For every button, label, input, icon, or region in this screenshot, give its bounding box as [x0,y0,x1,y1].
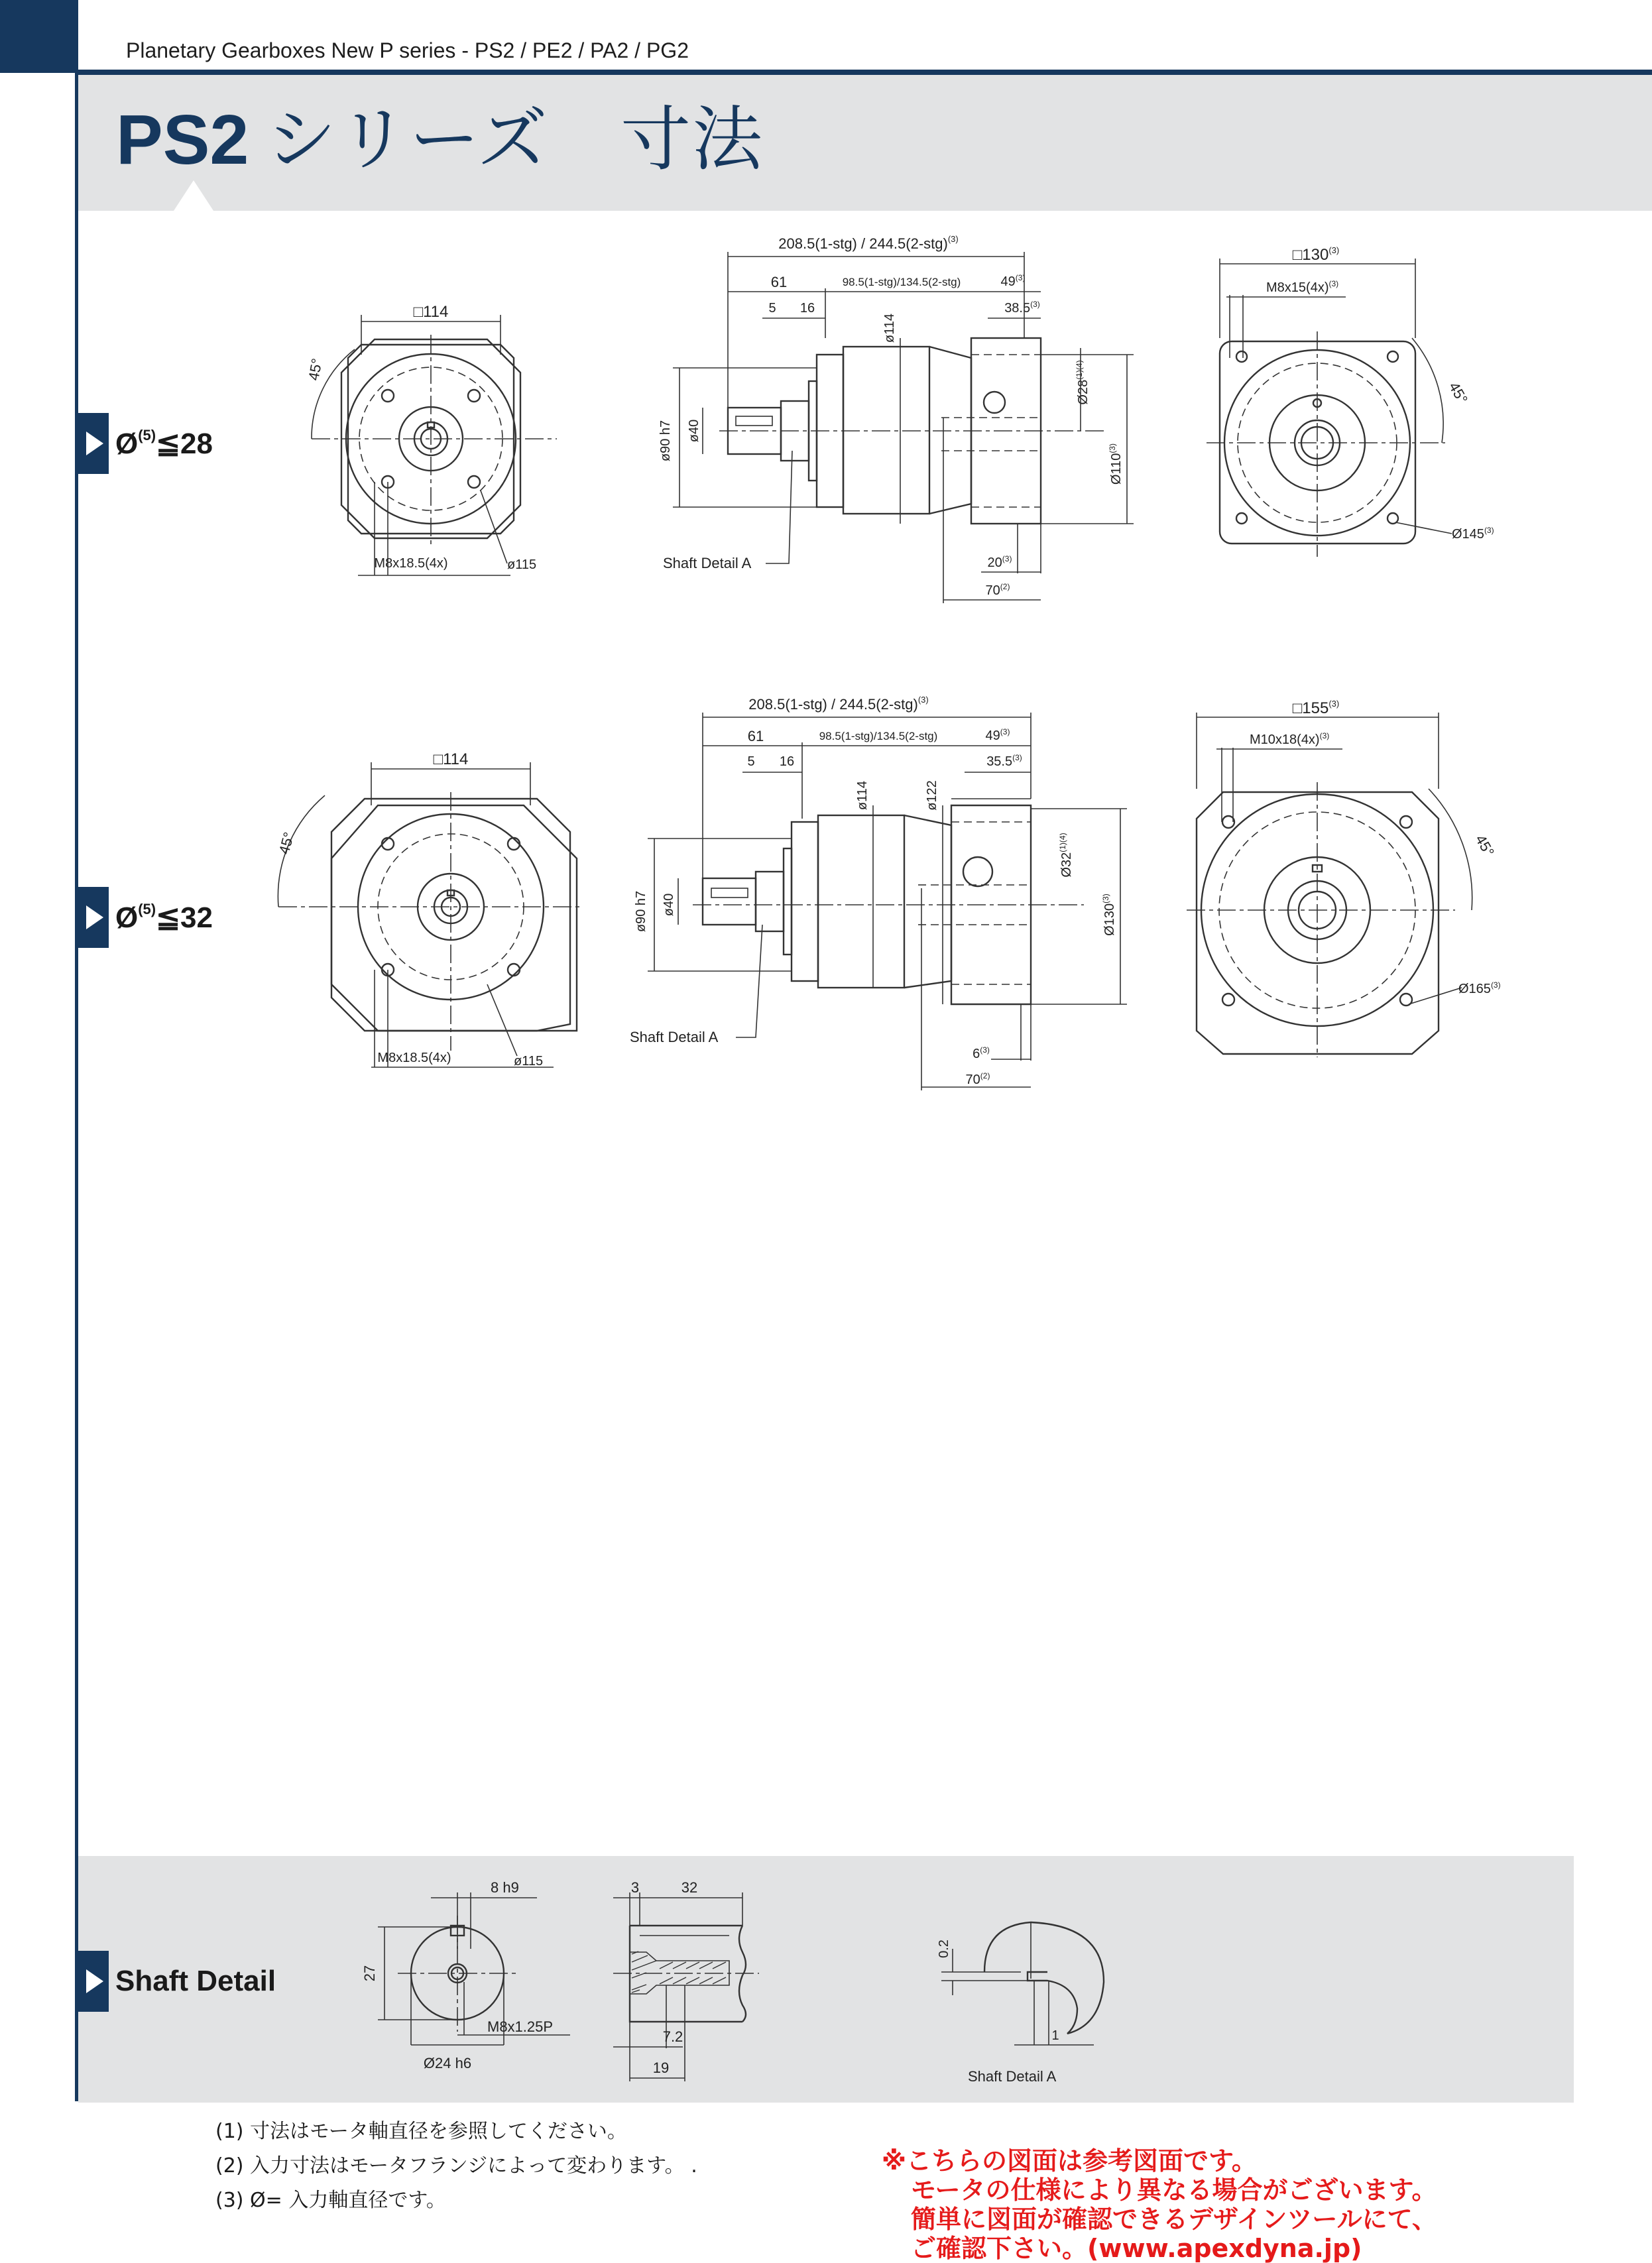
page-title [116,99,764,180]
section-tab-28 [78,413,213,474]
svg-text:32: 32 [681,1879,698,1896]
svg-text:Ø24 h6: Ø24 h6 [423,2055,472,2071]
arrow-marker-icon [78,1951,109,2012]
side-view-28 [650,229,1153,620]
svg-text:49(3): 49$^{(3)}$ [985,727,1010,743]
shaft-end-view [351,1869,590,2081]
section-label: $Ø^{(5)}≦28$ [115,426,213,460]
rear-view-28 [1180,232,1525,577]
svg-text:98.5(1-stg)/134.5(2-stg): 98.5(1-stg)/134.5(2-stg) [819,730,938,742]
title-code: PS2 [116,101,249,179]
svg-text:35.5(3): 35.5$^{(3)}$ [986,753,1022,769]
svg-text:19: 19 [652,2060,670,2076]
warning-line: ご確認下さい。(www.apexdyna.jp) [911,2234,1362,2263]
footnote: (3) Ø= 入力軸直径です。 [215,2189,446,2212]
svg-text:□114: □114 [433,750,469,768]
svg-text:M8x18.5(4x): M8x18.5(4x) [374,556,448,571]
front-view-28 [292,292,610,597]
svg-text:45°: 45° [305,357,325,382]
svg-text:208.5(1-stg) / 244.5(2-stg)(3): $208.5(1-stg) / 244.5(2-stg)^{(3)}$ [748,695,929,713]
shaft-detail-band [78,1856,1574,2103]
svg-text:Ø130(3): Ø130$^{(3)}$ [1101,894,1117,936]
section-tab-shaft-detail [78,1951,276,2012]
svg-text:Ø32(1)(4): $Ø32^{(1)(4)}$ [1058,833,1074,878]
corner-block [0,0,75,73]
svg-text:Ø110(3): Ø110$^{(3)}$ [1108,443,1124,485]
svg-text:45°: 45° [1445,379,1471,407]
svg-text:6(3): 6$^{(3)}$ [973,1045,990,1061]
svg-text:ø40: ø40 [687,419,701,443]
svg-text:61: 61 [770,274,788,290]
warning-line: ※こちらの図面は参考図面です。 [882,2146,1257,2176]
svg-text:M8x15(4x)(3): $M8x15(4x)^{(3)}$ [1266,279,1339,295]
svg-text:20(3): 20$^{(3)}$ [987,554,1012,570]
svg-text:61: 61 [747,728,764,744]
svg-text:□155(3): □155$^{(3)}$ [1292,699,1340,717]
svg-text:Ø28(1)(4): $Ø28^{(1)(4)}$ [1075,360,1091,405]
shaft-side-section [600,1869,772,2088]
section-tab-32 [78,887,213,948]
svg-text:Ø165(3): Ø165$^{(3)}$ [1458,980,1501,996]
svg-text:ø90 h7: ø90 h7 [634,890,648,933]
arrow-marker-icon [78,887,109,948]
svg-text:□114: □114 [413,303,449,321]
svg-text:49(3): 49$^{(3)}$ [1000,273,1026,289]
svg-text:70(2): 70$^{(2)}$ [985,582,1010,598]
svg-text:ø90 h7: ø90 h7 [658,420,673,462]
footnotes [215,2115,697,2218]
warning-line: モータの仕様により異なる場合がございます。 [911,2176,1437,2205]
svg-text:Shaft Detail A: Shaft Detail A [968,2068,1057,2085]
svg-text:45°: 45° [275,830,298,856]
svg-text:ø115: ø115 [507,557,537,572]
svg-text:1: 1 [1051,2028,1059,2043]
svg-text:ø122: ø122 [925,780,939,811]
rear-view-32 [1177,689,1535,1061]
svg-text:70(2): 70$^{(2)}$ [965,1071,990,1087]
svg-text:ø114: ø114 [882,313,897,343]
svg-text:M10x18(4x)(3): $M10x18(4x)^{(3)}$ [1250,731,1330,747]
section-label: $Ø^{(5)}≦32$ [115,900,213,934]
title-jp: シリーズ 寸法 [266,99,764,180]
svg-text:8 h9: 8 h9 [491,1879,519,1896]
svg-text:M8x1.25P: M8x1.25P [487,2018,554,2035]
series-header: Planetary Gearboxes New P series - PS2 / PE2 / PA2 / PG2 [126,38,689,62]
left-rule [75,0,78,2101]
footnote: (1) 寸法はモータ軸直径を参照してください。 [215,2120,627,2143]
svg-text:0.2: 0.2 [937,1940,951,1958]
reference-warning [882,2146,1437,2263]
side-view-32 [620,689,1150,1100]
svg-text:Shaft Detail A: Shaft Detail A [663,555,752,571]
svg-text:98.5(1-stg)/134.5(2-stg): 98.5(1-stg)/134.5(2-stg) [842,276,961,288]
svg-text:3: 3 [630,1879,640,1896]
svg-text:M8x18.5(4x): M8x18.5(4x) [377,1051,451,1065]
title-notch [174,180,213,211]
svg-text:38.5(3): 38.5$^{(3)}$ [1004,300,1040,316]
section-label: Shaft Detail [115,1965,276,1997]
svg-text:ø114: ø114 [855,780,870,811]
header-rule [75,70,1652,75]
svg-text:27: 27 [361,1965,378,1982]
svg-text:7.2: 7.2 [662,2028,683,2045]
svg-text:Shaft Detail A: Shaft Detail A [630,1029,719,1045]
svg-text:16: 16 [799,301,815,316]
footnote: (2) 入力寸法はモータフランジによって変わります。 . [215,2154,697,2177]
warning-line: 簡単に図面が確認できるデザインツールにて、 [911,2205,1437,2234]
svg-text:□130(3): □130$^{(3)}$ [1292,245,1340,264]
svg-text:208.5(1-stg) / 244.5(2-stg)(3): $208.5(1-stg) / 244.5(2-stg)^{(3)}$ [778,234,959,252]
svg-text:ø40: ø40 [662,893,676,917]
svg-text:5: 5 [768,301,776,316]
svg-text:16: 16 [779,754,795,769]
svg-text:Ø145(3): Ø145$^{(3)}$ [1452,526,1494,542]
shaft-detail-a [928,1909,1127,2088]
arrow-marker-icon [78,413,109,474]
svg-text:ø115: ø115 [514,1054,544,1069]
svg-text:45°: 45° [1472,832,1498,860]
svg-text:5: 5 [747,754,755,769]
front-view-32 [262,739,607,1084]
